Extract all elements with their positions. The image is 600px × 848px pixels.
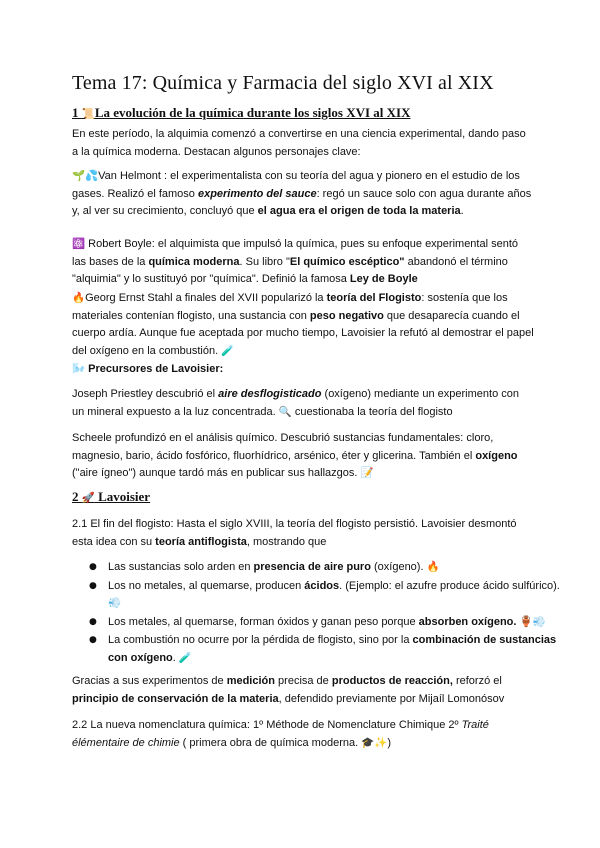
fire-icon: 🔥	[426, 561, 440, 573]
dash-icon: 💨	[108, 597, 122, 609]
text: .	[460, 205, 464, 217]
text: Los no metales, al quemarse, producen	[108, 579, 305, 592]
text: el alquimista que impulsó la química, pues su enfoque experimental sentó las bases de la	[72, 238, 519, 268]
list-item	[108, 578, 570, 613]
text: La combustión no ocurre por la pérdida de flogisto, sino por la	[108, 634, 413, 646]
helmont-paragraph	[72, 168, 534, 221]
text: a finales del XVII popularizó la	[172, 292, 327, 304]
text: .	[172, 651, 179, 664]
text: : regó un sauce solo con agua durante años y, al ver su crecimiento, concluyó que	[72, 187, 532, 217]
section-title: La evolución de la química durante los siglos XVI al XIX	[94, 105, 411, 120]
bold-term: absorben oxígeno.	[418, 615, 517, 628]
text: : sostenía que los materiales contenían flogisto, una sustancia con	[72, 292, 508, 322]
lavoisier-findings-list	[72, 559, 570, 668]
scheele-paragraph	[72, 430, 534, 483]
fire-icon: 🔥	[72, 292, 86, 304]
memo-icon: 📝	[360, 467, 374, 479]
text: cuestionaba la teoría del flogisto	[291, 405, 453, 418]
book-title: El químico escéptico"	[289, 255, 405, 268]
text: Las sustancias solo arden en	[108, 561, 254, 573]
text: . (Ejemplo: el azufre produce ácido sulfúrico).	[339, 579, 560, 592]
atom-icon: ⚛️	[72, 238, 86, 250]
person-name: Georg Ernst Stahl	[85, 292, 173, 304]
law-name: Ley de Boyle	[349, 273, 418, 285]
person-name: Joseph Priestley	[72, 388, 153, 400]
seedling-water-icon: 🌱💦	[72, 170, 99, 182]
text: . Su libro "	[239, 255, 290, 268]
experiment-name: experimento del sauce	[197, 187, 317, 200]
subheading: Precursores de Lavoisier:	[88, 363, 224, 375]
magnifier-icon: 🔍	[278, 405, 292, 418]
person-name: Scheele	[72, 432, 112, 444]
text: que desaparecía cuando el cuerpo ardía. Aunque fue aceptada por mucho tiempo, Lavoisier la refutó al demostrar el papel del oxígeno en la combustión.	[72, 309, 534, 357]
bold-term: presencia de aire puro	[253, 561, 371, 573]
text: (oxígeno) mediante un experimento con un mineral expuesto a la luz concentrada.	[72, 388, 519, 418]
section-title: Lavoisier	[98, 489, 151, 504]
person-name: Van Helmont	[98, 170, 161, 182]
subsection-label: 2.1 El fin del flogisto	[72, 518, 171, 530]
book-title: Traité élémentaire de chimie	[72, 719, 489, 749]
text: descubrió el	[152, 388, 219, 400]
text: : el experimentalista con su teoría del agua y pionero en el estudio de los gases. Realizó el famoso	[72, 170, 520, 200]
bold-term: oxígeno	[475, 449, 518, 462]
test-tube-icon: 🧪	[178, 651, 192, 664]
bold-term: química moderna	[148, 255, 240, 268]
list-item	[108, 614, 570, 632]
section-1-heading	[72, 105, 410, 121]
text: abandonó el término "alquimia" y lo sustituyó por "química". Definió la famosa	[72, 255, 508, 285]
rocket-icon: 🚀	[81, 492, 95, 504]
bold-term: teoría antiflogista	[155, 535, 247, 548]
priestley-paragraph	[72, 386, 534, 421]
bold-term: medición	[226, 675, 275, 687]
bold-term: principio de conservación de la materia	[72, 692, 279, 705]
section-2-heading	[72, 489, 150, 505]
intro-paragraph: En este período, la alquimia comenzó a convertirse en una ciencia experimental, dando paso a la química moderna. Destacan algunos personajes clave:	[72, 128, 526, 158]
scroll-icon: 📜	[81, 108, 95, 120]
text: reforzó el	[452, 675, 502, 687]
text: , mostrando que	[246, 535, 327, 548]
person-name: Robert Boyle:	[88, 238, 155, 250]
text: ("aire ígneo") aunque tardó más en publicar sus hallazgos.	[72, 467, 361, 479]
precursores-heading	[72, 361, 534, 379]
text: Los metales, al quemarse, forman óxidos y ganan peso porque	[108, 615, 419, 628]
bold-term: productos de reacción,	[331, 675, 453, 687]
bold-term: peso negativo	[309, 309, 384, 322]
page-title: Tema 17: Química y Farmacia del siglo XVI al XIX	[72, 72, 494, 94]
text: 1º Méthode de Nomenclature Chimique 2º	[249, 719, 462, 731]
text: : Hasta el siglo XVIII, la teoría del flogisto persistió. Lavoisier desmontó esta idea con su	[72, 518, 517, 548]
gracias-paragraph	[72, 673, 534, 708]
text: profundizó en el análisis químico. Descubrió sustancias fundamentales: cloro, magnesio, bario, ácido fosfórico, fluorhídrico, arsénico, éter y glicerina. También el	[72, 432, 494, 462]
conclusion: el agua era el origen de toda la materia	[257, 205, 461, 217]
section-number: 2	[72, 489, 79, 504]
stahl-paragraph	[72, 290, 534, 360]
text: precisa de	[274, 675, 332, 687]
text: )	[387, 736, 392, 749]
bold-term: ácidos	[304, 579, 340, 592]
section-number: 1	[72, 105, 79, 120]
boyle-paragraph	[72, 236, 534, 289]
subsection-label: 2.2 La nueva nomenclatura química:	[72, 719, 250, 731]
text: (oxígeno).	[370, 561, 427, 573]
graduation-cap-sparkles-icon: 🎓✨	[361, 736, 388, 749]
text: , defendido previamente por Mijaíl Lomonósov	[278, 692, 505, 705]
s22-paragraph	[72, 717, 534, 752]
test-tube-icon: 🧪	[221, 344, 235, 357]
amphora-dash-icon: 🏺💨	[519, 615, 546, 628]
wind-icon: 🌬️	[72, 363, 86, 375]
s21-paragraph	[72, 516, 534, 551]
list-item	[108, 559, 570, 577]
list-item	[108, 632, 570, 667]
text: ( primera obra de química moderna.	[179, 736, 362, 749]
text: Gracias a sus experimentos de	[72, 675, 227, 687]
discovery-name: aire desflogisticado	[218, 388, 322, 400]
bold-term: combinación de sustancias con oxígeno	[108, 634, 557, 664]
bold-term: teoría del Flogisto	[326, 292, 422, 304]
